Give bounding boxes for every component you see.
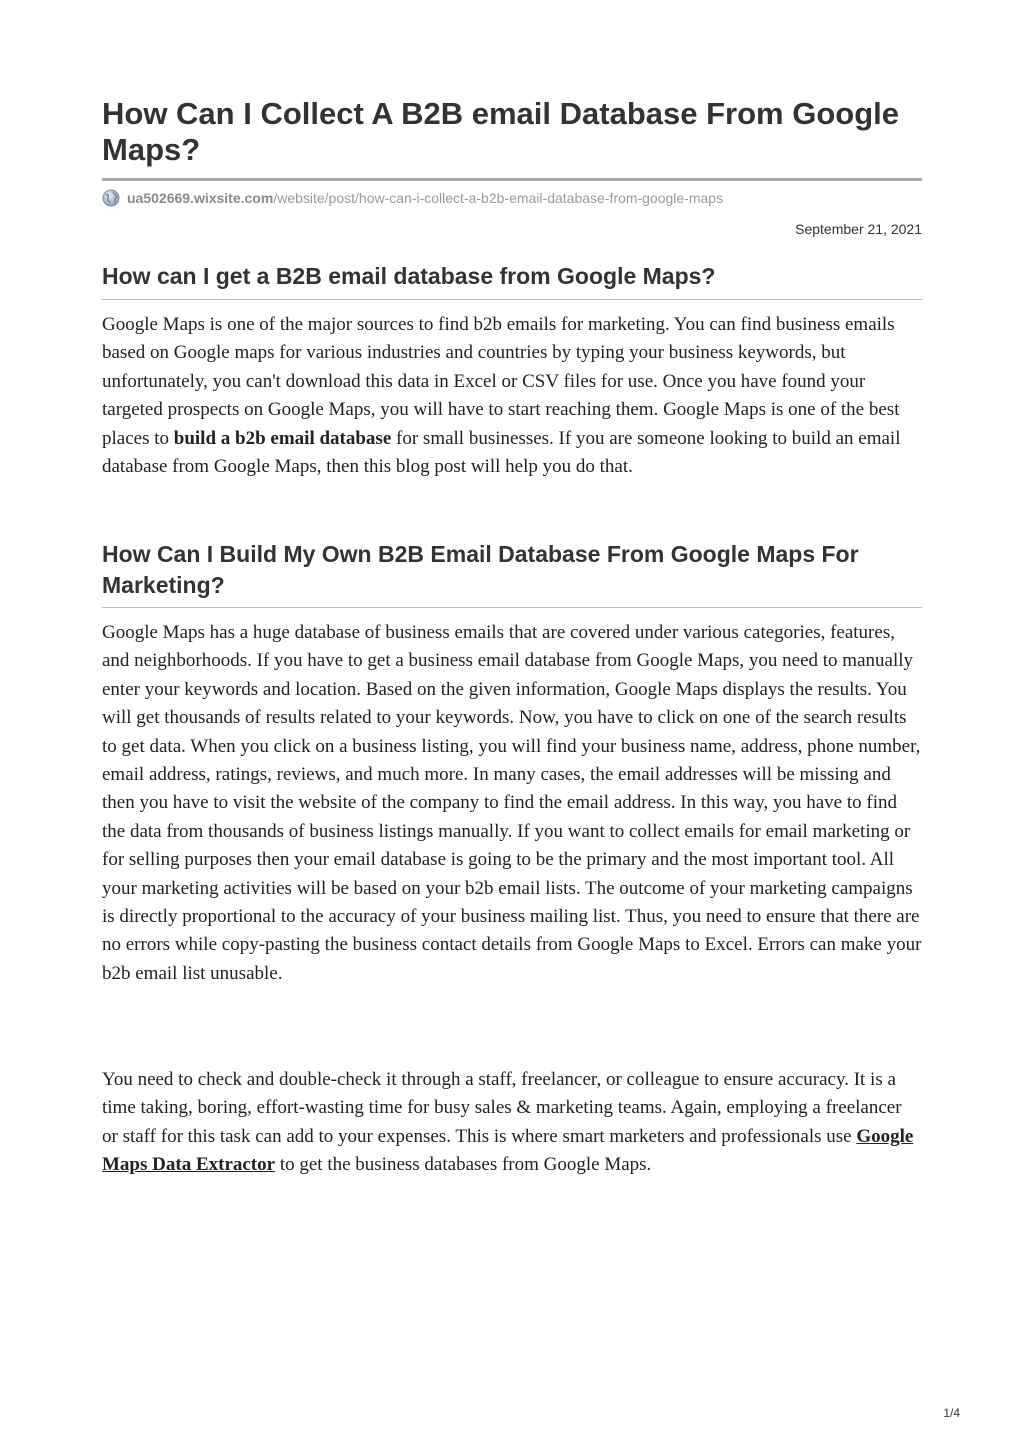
paragraph-1 [102,311,922,481]
paragraph-1-bold: build a b2b email database [173,427,392,449]
section-divider-2 [102,607,922,608]
source-path[interactable]: /website/post/how-can-i-collect-a-b2b-email-database-from-google-maps [273,190,724,206]
google-maps-data-extractor-link[interactable]: Google Maps Data Extractor [102,1125,914,1176]
paragraph-1-text-start: Google Maps is one of the major sources to find b2b emails for marketing. You can find business emails based on Google maps for various industries and countries by typing your business keywords, but unfortunately, you can't download this data in Excel or CSV files for use. Once you have found your targeted prospects on Google Maps, you will have to start reaching them. Google Maps is one of the best places to [102,314,900,449]
source-domain[interactable]: ua502669.wixsite.com [127,190,274,206]
section-heading-2: How Can I Build My Own B2B Email Database From Google Maps For Marketing? [102,541,859,598]
paragraph-1-text-end: for small businesses. If you are someone looking to build an email database from Google Maps, then this blog post will help you do that. [102,427,901,478]
section-heading-1: How can I get a B2B email database from Google Maps? [102,263,716,289]
paragraph-3-text-start: You need to check and double-check it through a staff, freelancer, or colleague to ensure accuracy. It is a time taking, boring, effort-wasting time for busy sales & marketing teams. Again, employing a freelancer or staff for this task can add to your expenses. This is where smart marketers and professionals use [102,1069,902,1147]
title-divider [102,178,922,181]
post-date: September 21, 2021 [795,221,922,237]
page-title: How Can I Collect A B2B email Database From Google Maps? [102,96,899,167]
paragraph-3 [102,1066,922,1180]
source-line [102,188,723,208]
paragraph-2: Google Maps has a huge database of business emails that are covered under various categories, features, and neighborhoods. If you have to get a business email database from Google Maps, you need to manually enter your keywords and location. Based on the given information, Google Maps displays the results. You will get thousands of results related to your keywords. Now, you have to click on one of the search results to get data. When you click on a business listing, you will find your business name, address, phone number, email address, ratings, reviews, and much more. In many cases, the email addresses will be missing and then you have to visit the website of the company to find the email address. In this way, you have to find the data from thousands of business listings manually. If you want to collect emails for email marketing or for selling purposes then your email database is going to be the primary and the most important tool. All your marketing activities will be based on your b2b email lists. The outcome of your marketing campaigns is directly proportional to the accuracy of your business mailing list. Thus, you need to ensure that there are no errors while copy-pasting the business contact details from Google Maps to Excel. Errors can make your b2b email list unusable. [102,622,922,984]
globe-icon [102,189,120,207]
section-divider-1 [102,299,922,300]
paragraph-3-text-end: to get the business databases from Google Maps. [275,1154,652,1176]
page-number: 1/4 [943,1406,960,1420]
